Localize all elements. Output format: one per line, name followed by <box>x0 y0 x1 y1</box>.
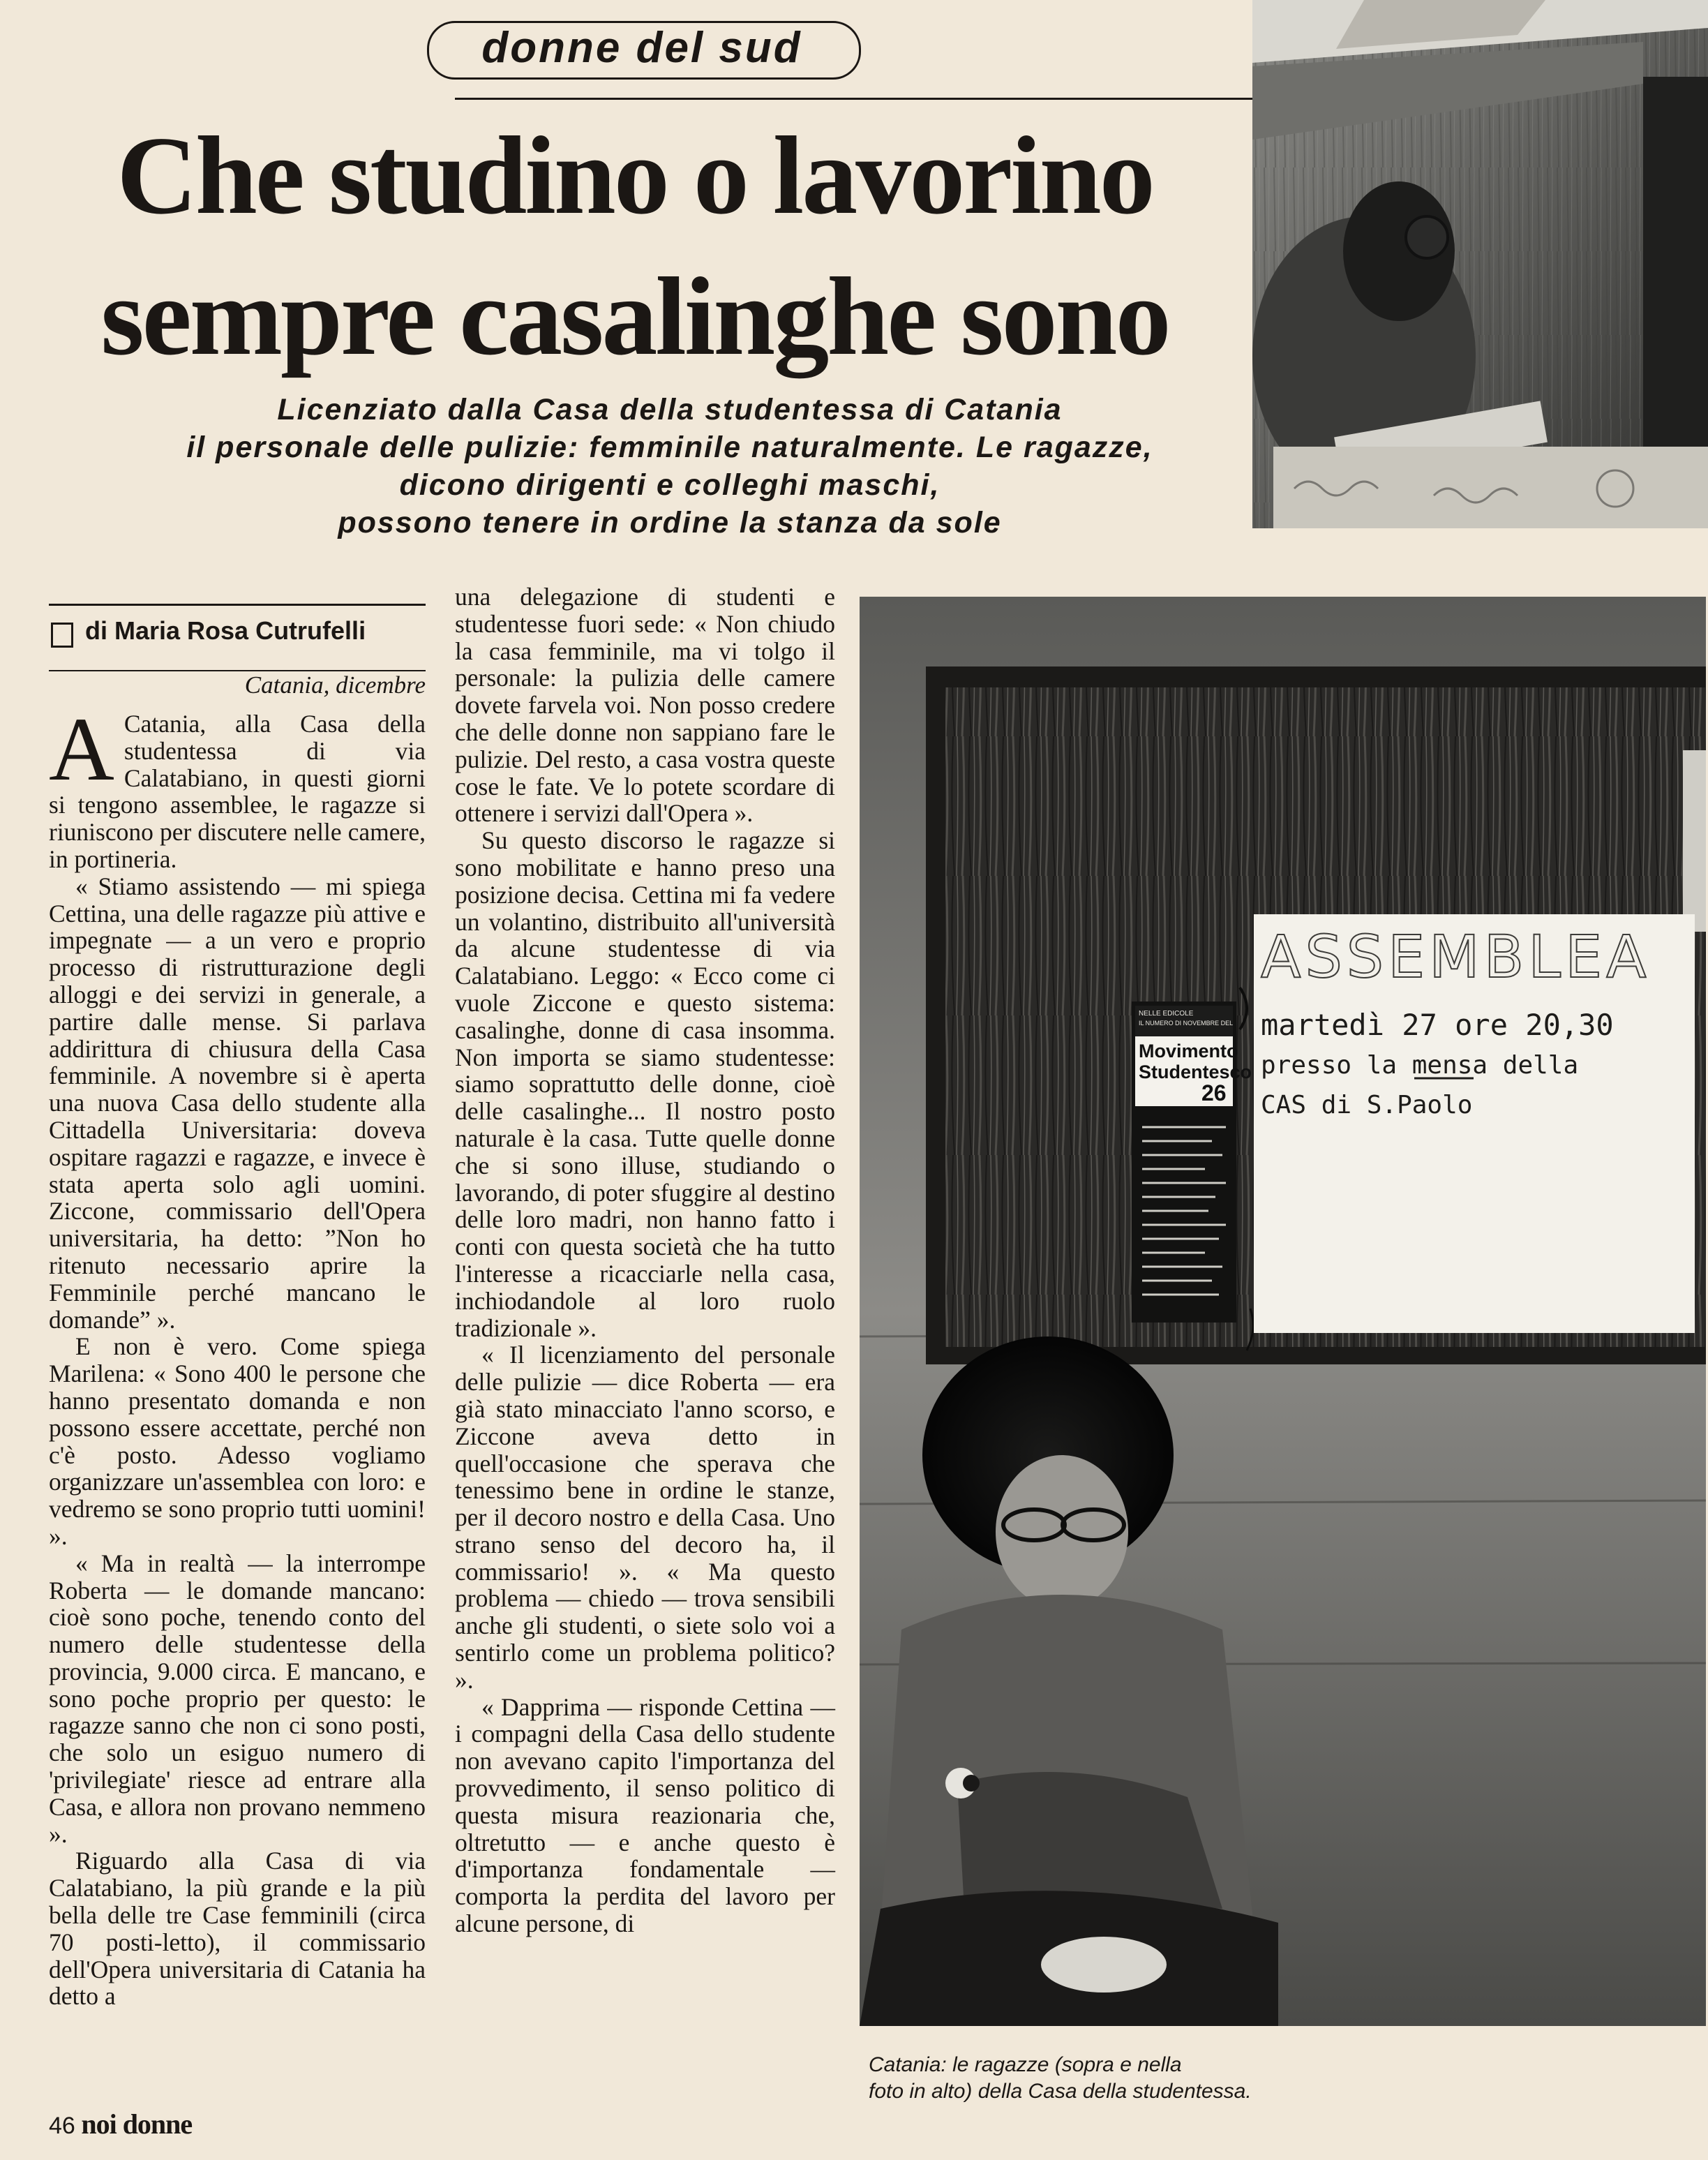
article-paragraph: « Stiamo assistendo — mi spiega Cettina, una delle ragazze più attive e impegnate — a un vero e proprio processo di ristrutturazione degli alloggi e dei servizi in generale, a partire dalle mense. Si parlava addirittura di chiusura della Casa femminile. A novembre si è aperta una nuova Casa dello studente alla Cittadella Universitaria: doveva ospitare ragazzi e ragazze, e invece è stata aperta solo agli uomini. Ziccone, commissario dell'Opera universitaria, ha detto: ”Non ho ritenuto necessario aprire la Femminile perché mancano le domande” ». <box>49 872 426 1334</box>
article-paragraph: E non è vero. Come spiega Marilena: « Sono 400 le persone che hanno presentato domanda e non possono essere accettate, perché non c'è posto. Adesso vogliamo organizzare un'assemblea con loro: e vedremo se sono proprio tutti uomini! ». <box>49 1332 426 1550</box>
article-column-1 <box>49 699 426 2011</box>
article-paragraph: Su questo discorso le ragazze si sono mobilitate e hanno preso una posizione decisa. Cettina mi fa vedere un volantino, distribuito all'università da alcune studentesse di via Calatabiano. Leggo: « Ecco come ci vuole Ziccone e questo sistema: casalinghe, donne di casa insomma. Non importa se siamo studentesse: siamo soprattutto delle donne, cioè delle casalinghe... Il nostro posto naturale è la casa. Tutte quelle donne che si sono illuse, studiando o lavorando, di poter sfuggire al destino delle loro madri, non hanno fatto i conti con questa società che ha tutto l'interesse a ricacciarle nella casa, inchiodandole al loro ruolo tradizionale ». <box>455 826 835 1342</box>
article-paragraph: Riguardo alla Casa di via Calatabiano, la più grande e la più bella delle tre Case femminili (circa 70 posti-letto), il commissario dell'Opera universitaria di Catania ha detto a <box>49 1847 426 2011</box>
standfirst-line-3: dicono dirigenti e colleghi maschi, <box>399 468 941 502</box>
article-paragraph: una delegazione di studenti e studentesse fuori sede: « Non chiudo la casa femminile, ma vi tolgo il personale: la pulizia delle camere dovete farvela voi. Non posso credere che delle donne non sappiano fare le pulizie. Del resto, a casa vostra queste cose le fate. Ve lo potete scordare di ottenere i servizi dall'Opera ». <box>455 583 835 828</box>
article-paragraph: A Catania, alla Casa della studentessa di via Calatabiano, in questi giorni si tengono assemblee, le ragazze si riuniscono per discutere nelle camere, in portineria. <box>49 699 426 873</box>
standfirst <box>98 391 1242 542</box>
poster-header-2: IL NUMERO DI NOVEMBRE DEL <box>1139 1020 1234 1027</box>
article-paragraph: « Il licenziamento del personale delle pulizie — dice Roberta — era già stato minacciato l'anno scorso, e Ziccone aveva detto in quell'occasione che sperava che tenessimo bene in ordine le stanze, per il decoro nostro e della Casa. Uno strano senso del decoro ha, il commissario! ». « Ma questo problema — chiedo — trova sensibili anche gli studenti, o siete solo voi a sentirlo come un problema politico? ». <box>455 1341 835 1694</box>
standfirst-line-2: il personale delle pulizie: femminile naturalmente. Le ragazze, <box>186 431 1153 464</box>
article-paragraph: « Dapprima — risponde Cettina — i compagni della Casa dello studente non avevano capito l'importanza del provvedimento, il senso politico di questa misura reazionaria che, oltretutto — e anche questo è d'importanza fondamentale — comporta la perdita del lavoro per alcune persone, di <box>455 1692 835 1938</box>
drop-cap: A <box>49 699 114 800</box>
page-number: 46 <box>49 2113 75 2139</box>
article-paragraph: « Ma in realtà — la interrompe Roberta — le domande mancano: cioè sono poche, tenendo conto del numero delle studentesse della provincia, 9.000 circa. E mancano, e sono poche proprio per questo: le ragazze sanno che non ci sono posti, che solo un esiguo numero di 'privilegiate' riesce ad entrare alla Casa, e allora non provano nemmeno ». <box>49 1549 426 1848</box>
poster-title-2: Studentesco <box>1139 1062 1252 1082</box>
byline-text: di Maria Rosa Cutrufelli <box>85 616 366 645</box>
page-folio <box>49 2108 192 2140</box>
section-label: donne del sud <box>481 24 802 72</box>
poster-header-1: NELLE EDICOLE <box>1139 1010 1194 1018</box>
top-photo <box>1252 0 1708 528</box>
sign-line-2: presso la mensa della <box>1261 1051 1579 1080</box>
assemblea-sign <box>1254 914 1695 1333</box>
section-tag <box>427 21 860 78</box>
headline <box>28 105 1242 387</box>
poster-number: 26 <box>1201 1080 1227 1105</box>
sign-line-1: martedì 27 ore 20,30 <box>1261 1008 1614 1042</box>
dateline: Catania, dicembre <box>244 671 426 699</box>
poster <box>1132 988 1253 1350</box>
poster-title-1: Movimento <box>1139 1041 1238 1062</box>
magazine-name: noi donne <box>81 2108 193 2140</box>
sign-word: ASSEMBLEA <box>1261 923 1651 991</box>
byline-box-icon <box>51 623 73 648</box>
headline-line-2: sempre casalinghe sono <box>100 254 1169 378</box>
sign-line-3: CAS di S.Paolo <box>1261 1091 1473 1119</box>
headline-line-1: Che studino o lavorino <box>117 113 1153 237</box>
header-rule <box>455 98 1285 100</box>
photo-caption <box>869 2052 1692 2105</box>
standfirst-line-1: Licenziato dalla Casa della studentessa di Catania <box>277 393 1063 426</box>
main-photo <box>860 597 1706 2026</box>
standfirst-line-4: possono tenere in ordine la stanza da sole <box>338 506 1002 539</box>
article-column-2 <box>455 583 835 1937</box>
byline-top-rule <box>49 604 426 606</box>
caption-line-2: foto in alto) della Casa della studentessa. <box>869 2080 1252 2103</box>
caption-line-1: Catania: le ragazze (sopra e nella <box>869 2053 1182 2076</box>
